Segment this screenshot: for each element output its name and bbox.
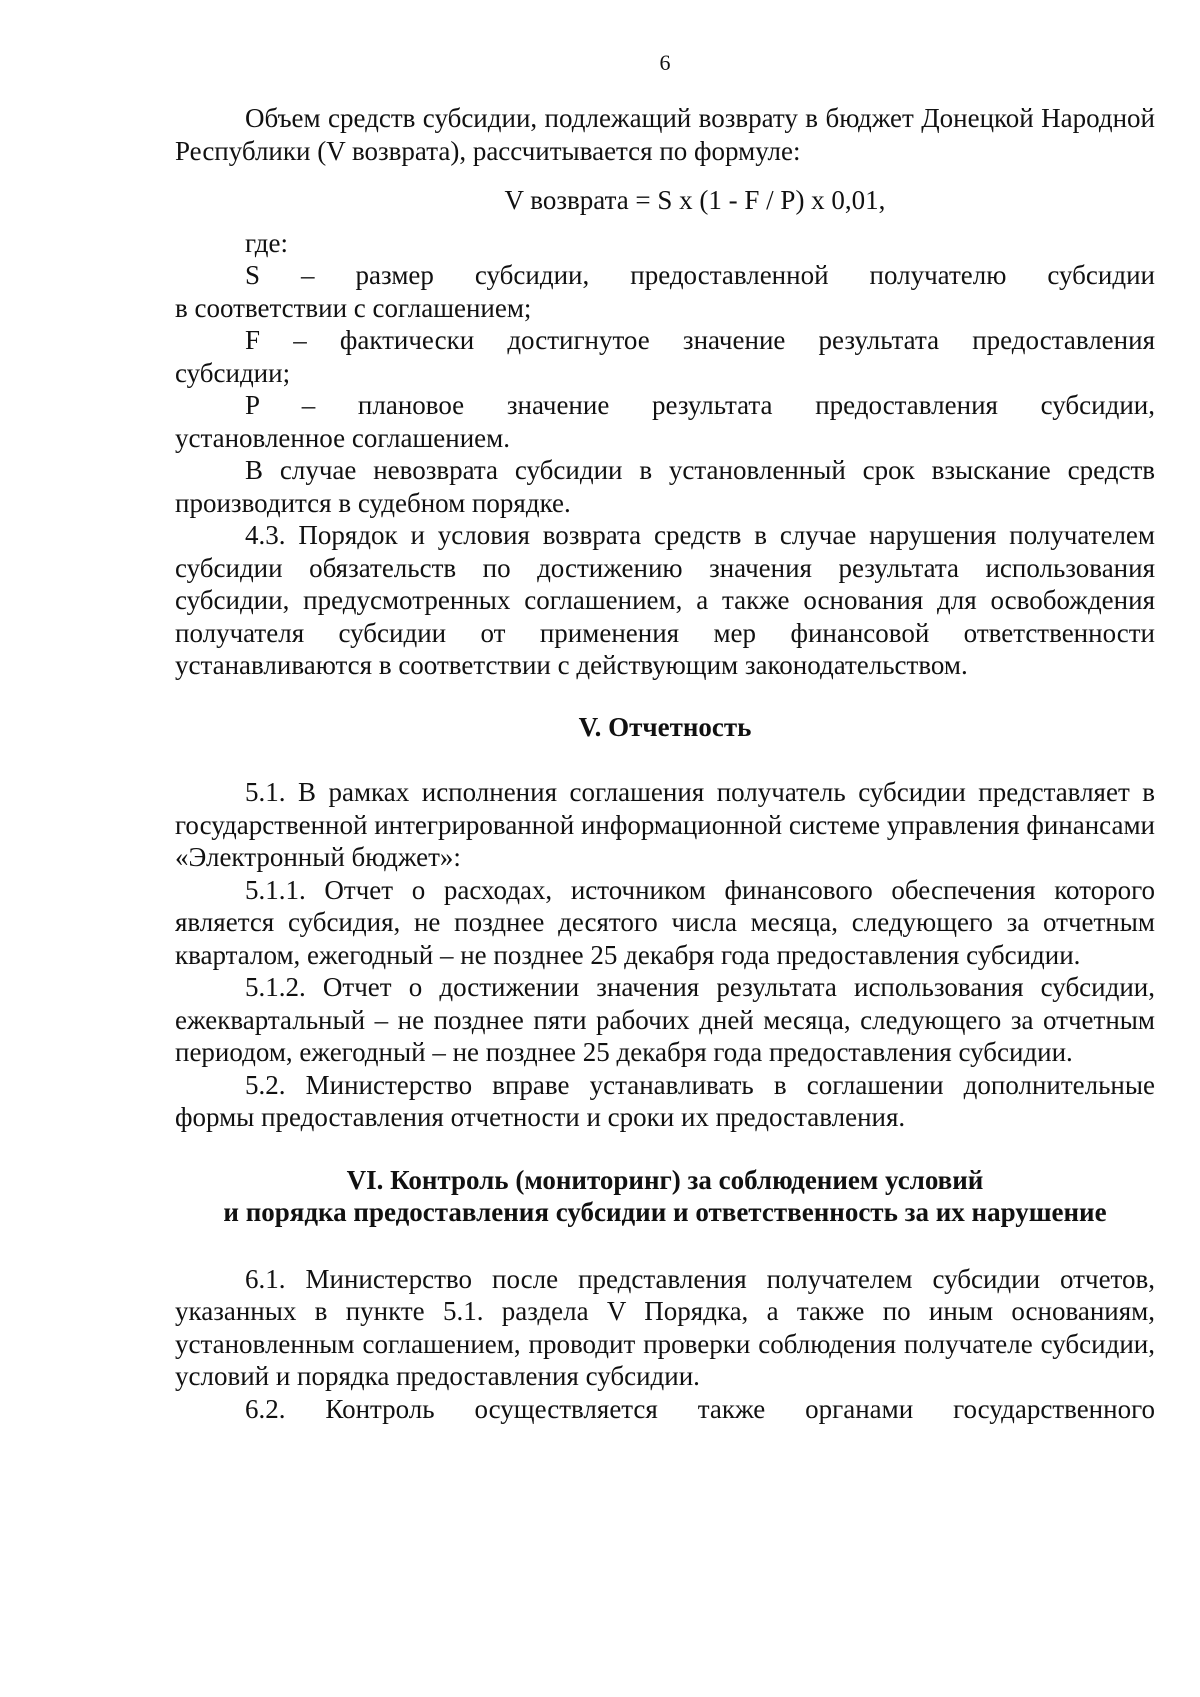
section-5-heading: V. Отчетность: [578, 711, 752, 742]
paragraph-5-1-1: 5.1.1. Отчет о расходах, источником финансового обеспечения которого является субсидия, не позднее десятого числа месяца, следующего за отчетным кварталом, ежегодный – не позднее 25 декабря года предоставления субсидии.: [175, 874, 1155, 970]
definition-p-line1: P – плановое значение результата предоставления субсидии,: [245, 390, 1155, 420]
paragraph-5-1: 5.1. В рамках исполнения соглашения получатель субсидии представляет в государственной интегрированной информационной системе управления финансами «Электронный бюджет»:: [175, 777, 1155, 872]
definition-f-line1: F – фактически достигнутое значение результата предоставления: [245, 325, 1155, 355]
document-page: [175, 50, 1155, 1425]
section-6-heading-line2: и порядка предоставления субсидии и ответственность за их нарушение: [223, 1197, 1107, 1227]
paragraph-4-3: 4.3. Порядок и условия возврата средств в случае нарушения получателем субсидии обязательств по достижению значения результата использования субсидии, предусмотренных соглашением, а также основания для освобождения получателя субсидии от применения мер финансовой ответственности устанавливаются в соответствии с действующим законодательством.: [175, 520, 1155, 680]
paragraph-return-volume: Объем средств субсидии, подлежащий возврату в бюджет Донецкой Народной Республики (V возврата), рассчитывается по формуле:: [175, 103, 1155, 166]
definition-p-line2: установленное соглашением.: [175, 422, 510, 453]
section-6-heading: [175, 1164, 1155, 1229]
paragraph-non-return: В случае невозврата субсидии в установленный срок взыскание средств производится в судебном порядке.: [175, 455, 1155, 518]
paragraph-5-2: 5.2. Министерство вправе устанавливать в соглашении дополнительные формы предоставления отчетности и сроки их предоставления.: [175, 1069, 1155, 1132]
definition-s-line2: в соответствии с соглашением;: [175, 292, 532, 323]
paragraph-6-1: 6.1. Министерство после представления получателем субсидии отчетов, указанных в пункте 5.1. раздела V Порядка, а также по иным основаниям, установленным соглашением, проводит проверки соблюдения получателе субсидии, условий и порядка предоставления субсидии.: [175, 1263, 1155, 1391]
formula: V возврата = S x (1 - F / P) x 0,01,: [504, 185, 886, 215]
paragraph-5-1-2: 5.1.2. Отчет о достижении значения результата использования субсидии, ежеквартальный – не позднее пяти рабочих дней месяца, следующего за отчетным периодом, ежегодный – не позднее 25 декабря года предоставления субсидии.: [175, 972, 1155, 1067]
definition-f-line2: субсидии;: [175, 357, 291, 388]
where-label: где:: [245, 227, 288, 258]
paragraph-6-2: 6.2. Контроль осуществляется также органами государственного: [245, 1393, 1155, 1424]
definition-s-line1: S – размер субсидии, предоставленной получателю субсидии: [245, 260, 1155, 290]
page-number: 6: [659, 50, 671, 75]
section-6-heading-line1: VI. Контроль (мониторинг) за соблюдением условий: [346, 1164, 984, 1195]
